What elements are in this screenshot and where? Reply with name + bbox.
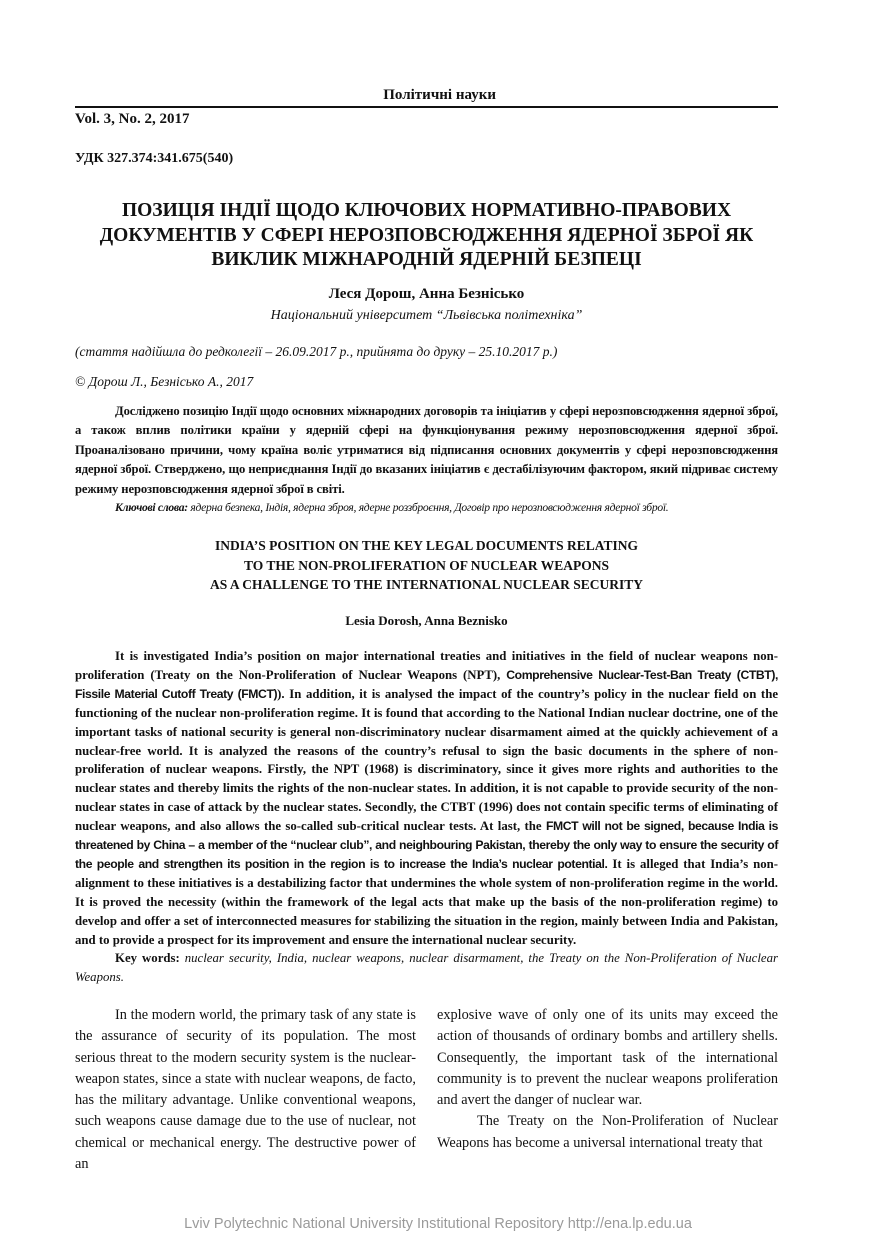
running-header: Політичні науки <box>383 87 496 103</box>
volume-info: Vol. 3, No. 2, 2017 <box>75 111 190 127</box>
affiliation: Національний університет “Львівська політехніка” <box>270 307 583 323</box>
page-content <box>75 0 778 1175</box>
keywords-ua <box>75 500 778 516</box>
keywords-ua-text: ядерна безпека, Індія, ядерна зброя, ядерне роззброєння, Договір про нерозповсюдження ядерної зброї. <box>187 501 669 515</box>
abstract-en-text: It is alleged that India’s non-alignment to these initiatives is a destabilizing factor that undermines the whole system of non-proliferation regime in the world. It is proved the necessity (within the framework of the legal acts that make up the basis of the non-proliferation regime) to develop and offer a set of interconnected measures for stabilizing the situation in the region, mainly between India and Pakistan, and to provide a prospect for its improvement and ensure the international nuclear security. <box>75 856 778 947</box>
body-paragraph: The Treaty on the Non-Proliferation of Nuclear Weapons has become a universal international treaty that <box>437 1113 778 1151</box>
abstract-en-emph: Comprehensive Nuclear-Test-Ban Treaty (CTBT), Fissile Material Cutoff Treaty (FMCT) <box>75 667 778 701</box>
article-title-en <box>75 536 778 595</box>
abstract-ua: Досліджено позицію Індії щодо основних міжнародних договорів та ініціатив у сфері нерозповсюдження ядерної зброї, а також вплив політики країни у ядерній сфері на функціонування режиму нерозповсюдження ядерної зброї. Проаналізовано причини, чому країна воліє утриматися від підписання основних документів у сфері нерозповсюдження ядерної зброї. Стверджено, що неприєднання Індії до вказаних ініціатив є дестабілізуючим фактором, який підриває систему режиму нерозповсюдження ядерної зброї в світі. <box>75 403 778 496</box>
header-rule <box>75 106 778 108</box>
keywords-en <box>75 949 778 987</box>
keywords-en-text: nuclear security, India, nuclear weapons, nuclear disarmament, the Treaty on the Non-Proliferation of Nuclear Weapons. <box>75 951 778 985</box>
title-en-line: AS A CHALLENGE TO THE INTERNATIONAL NUCLEAR SECURITY <box>210 577 643 593</box>
keywords-en-label: Key words: <box>115 951 180 966</box>
body-columns <box>75 1005 778 1175</box>
authors-en: Lesia Dorosh, Anna Beznisko <box>345 612 508 628</box>
submission-dates: (стаття надійшла до редколегії – 26.09.2017 р., прийнята до друку – 25.10.2017 р.) <box>75 343 558 359</box>
title-en-line: INDIA’S POSITION ON THE KEY LEGAL DOCUMENTS RELATING <box>215 538 638 554</box>
authors-ua: Леся Дорош, Анна Безнісько <box>328 285 525 302</box>
body-paragraph: In the modern world, the primary task of any state is the assurance of security of its population. The most serious threat to the modern security system is the nuclear-weapon states, since a state with nuclear weapons, de facto, has the military advantage. Unlike conventional weapons, such weapons cause damage due to the use of nuclear, not chemical or mechanical energy. The destructive power of an <box>75 1007 416 1172</box>
body-paragraph: explosive wave of only one of its units may exceed the action of thousands of ordinary bombs and artillery shells. Consequently, the important task of the international community is to prevent the nuclear weapons proliferation and avert the danger of nuclear war. <box>437 1007 778 1109</box>
abstract-en-text: It is investigated India’s position on major international treaties and initiatives in the field of nuclear weapons non-proliferation (Treaty on the Non-Proliferation of Nuclear Weapons (NPT), <box>75 648 778 682</box>
abstract-en <box>75 647 778 950</box>
article-title-ua: ПОЗИЦІЯ ІНДІЇ ЩОДО КЛЮЧОВИХ НОРМАТИВНО-ПРАВОВИХ ДОКУМЕНТІВ У СФЕРІ НЕРОЗПОВСЮДЖЕННЯ ЯДЕРНОЇ ЗБРОЇ ЯК ВИКЛИК МІЖНАРОДНІЙ ЯДЕРНІЙ БЕЗПЕЦІ <box>99 200 754 270</box>
abstract-en-emph: FMCT will not be signed, because India is threatened by China – a member of the “nuclear club”, and neighbouring Pakistan, thereby the only way to ensure the security of the people and strengthen its position in the region is to increase the India’s nuclear potential. <box>75 819 779 871</box>
title-en-line: TO THE NON-PROLIFERATION OF NUCLEAR WEAPONS <box>244 557 609 573</box>
udk-code: УДК 327.374:341.675(540) <box>75 151 234 166</box>
body-column-right <box>437 1005 778 1175</box>
copyright: © Дорош Л., Безнісько А., 2017 <box>75 373 254 389</box>
abstract-en-text: ). In addition, it is analysed the impact of the country’s policy in the nuclear field on the functioning of the nuclear non-proliferation regime. It is found that according to the National Indian nuclear doctrine, one of the important tasks of national security is general non-discriminatory nuclear disarmament aimed at the quickly achievement of a nuclear-free world. It is analyzed the reasons of the country’s refusal to sign the basic documents in the sphere of non-proliferation of nuclear weapons. Firstly, the NPT (1968) is discriminatory, since it gives more rights and authorities to the nuclear states and thereby limits the rights of the non-nuclear states. In addition, it is not capable to provide security of the non-nuclear states in case of attack by the nuclear states. Secondly, the CTBT (1996) does not contain specific terms of eliminating of nuclear weapons, and also allows the so-called sub-critical nuclear tests. At last, the <box>75 686 778 834</box>
keywords-ua-label: Ключові слова: <box>115 501 188 515</box>
repository-footer: Lviv Polytechnic National University Institutional Repository http://ena.lp.edu.ua <box>184 1215 692 1232</box>
body-column-left <box>75 1005 416 1175</box>
